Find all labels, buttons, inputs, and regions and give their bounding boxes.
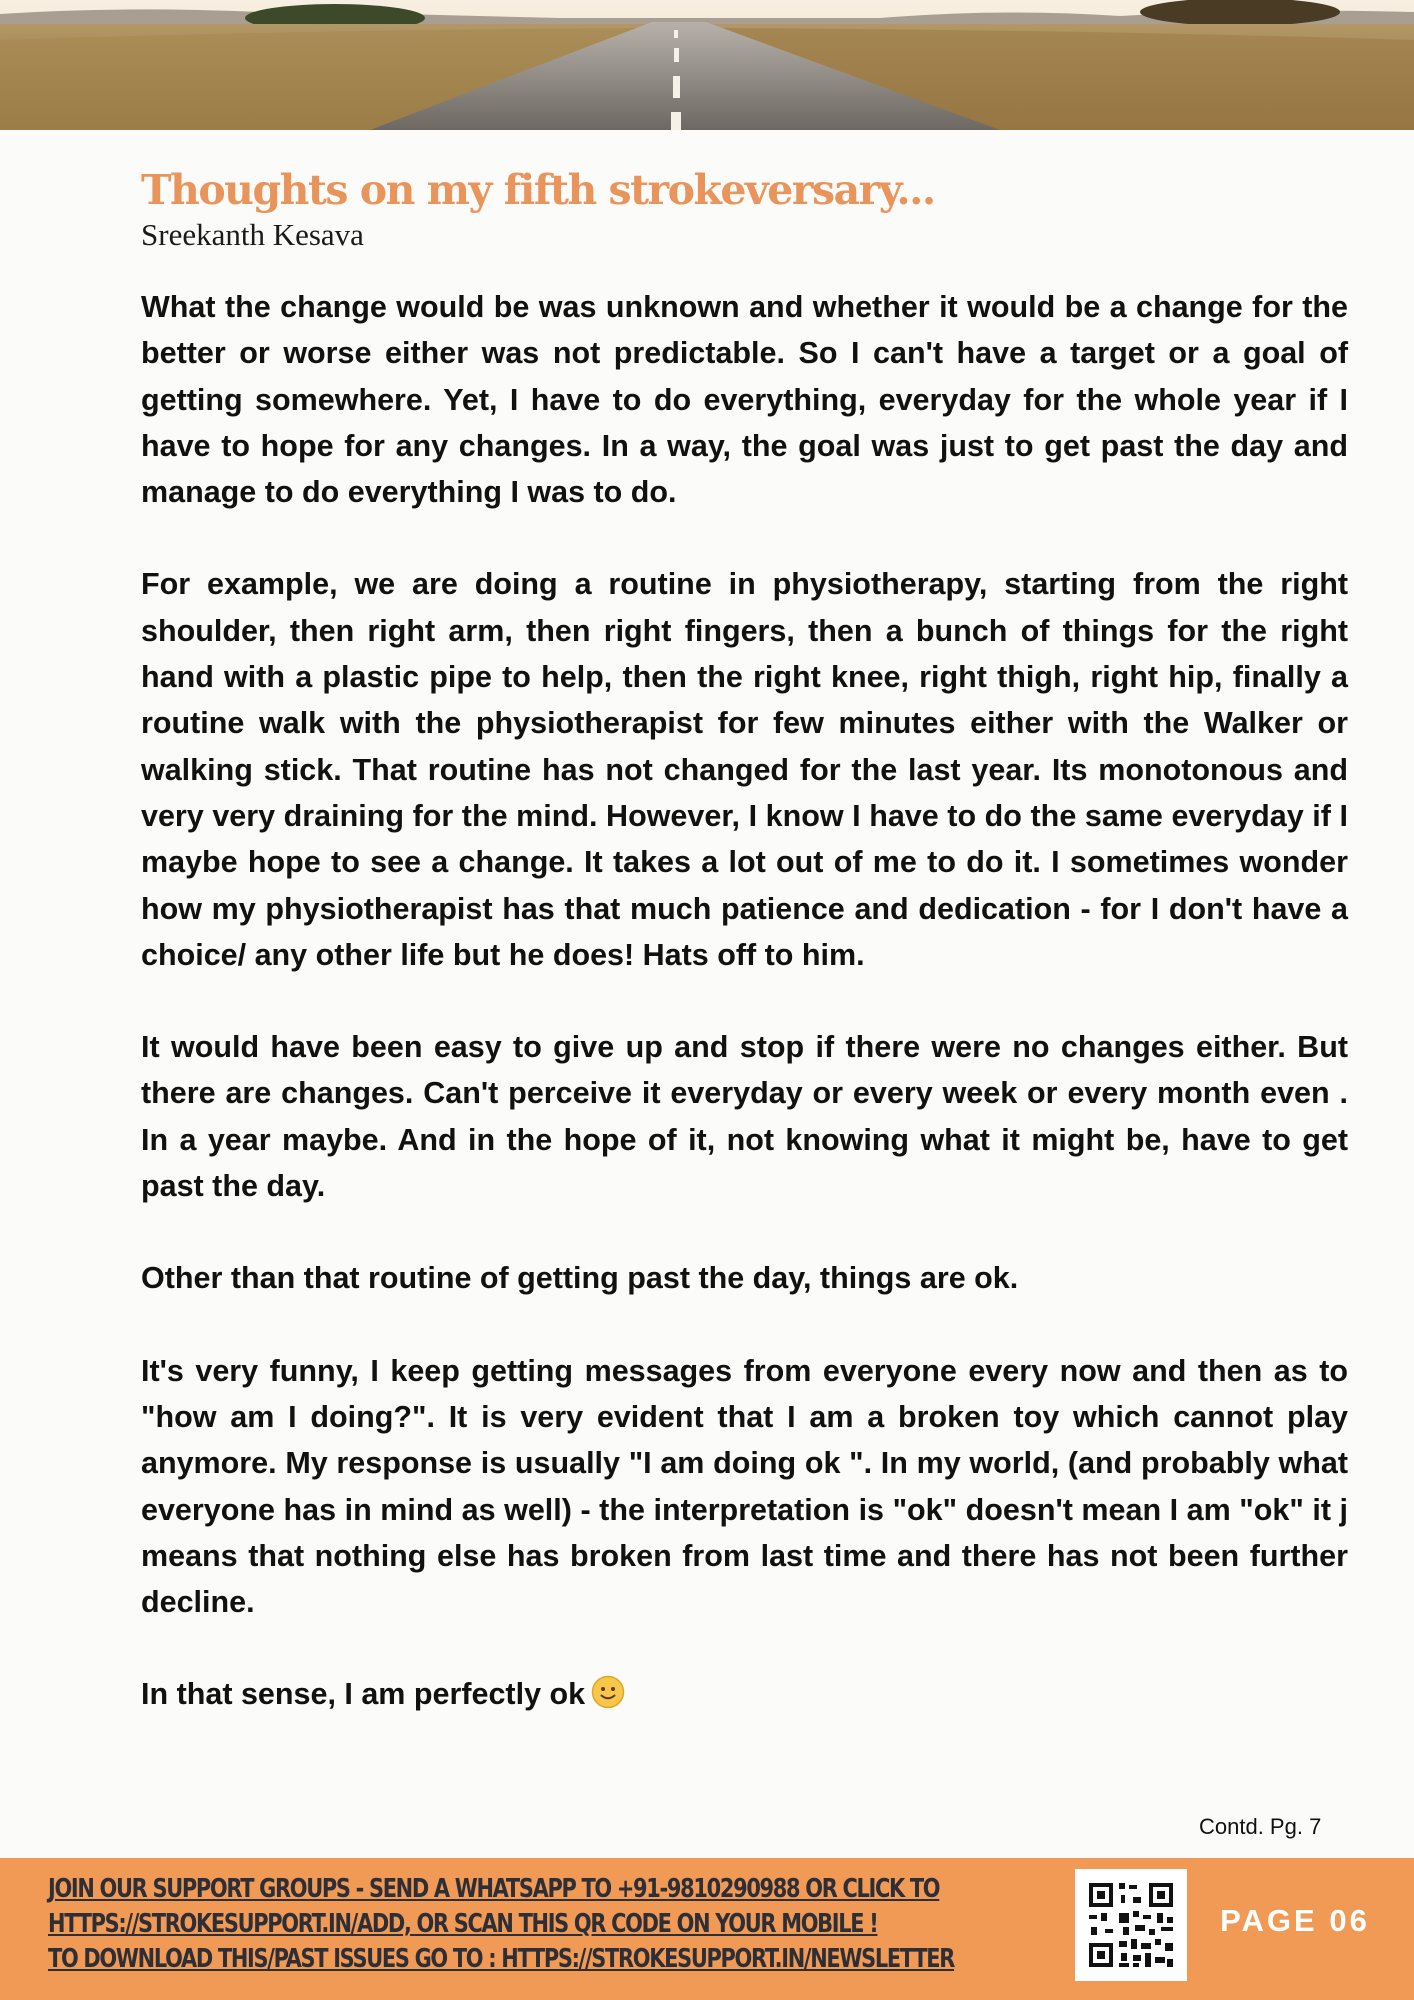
- article-title: Thoughts on my fifth strokeversary...: [141, 166, 935, 214]
- article-paragraph: What the change would be was unknown and whether it would be a change for the better or worse either was not predictable. So I can't have a target or a goal of getting somewhere. Yet, I have to do everything, everyday for the whole year if I have to hope for any changes. In a way, the goal was just to get past the day and manage to do everything I was to do.: [141, 290, 1348, 510]
- qr-code-icon[interactable]: [1075, 1869, 1187, 1981]
- article-author: Sreekanth Kesava: [141, 217, 364, 252]
- footer-line[interactable]: TO DOWNLOAD THIS/PAST ISSUES GO TO : HTTPS://STROKESUPPORT.IN/NEWSLETTER: [48, 1944, 955, 1974]
- article-paragraph: For example, we are doing a routine in physiotherapy, starting from the right shoulder, then right arm, then right fingers, then a bunch of things for the right hand with a plastic pipe to help, then the right knee, right thigh, right hip, finally a routine walk with the physiotherapist for few minutes either with the Walker or walking stick. That routine has not changed for the last year. Its monotonous and very very draining for the mind. However, I know I have to do the same everyday if I maybe hope to see a change. It takes a lot out of me to do it. I sometimes wonder how my physiotherapist has that much patience and dedication - for I don't have a choice/ any other life but he does! Hats off to him.: [141, 567, 1348, 972]
- page-number: PAGE 06: [1220, 1903, 1370, 1938]
- header-banner-road-photo: [0, 0, 1414, 130]
- article-paragraph: Other than that routine of getting past the day, things are ok.: [141, 1261, 1019, 1296]
- article-paragraph: It's very funny, I keep getting messages from everyone every now and then as to "how am I doing?". It is very evident that I am a broken toy which cannot play anymore. My response is usually "I am doing ok ". In my world, (and probably what everyone has in mind as well) - the interpretation is "ok" doesn't mean I am "ok" it j means that nothing else has broken from last time and there has not been further decline.: [141, 1353, 1348, 1620]
- closing-sentence: In that sense, I am perfectly ok: [141, 1677, 586, 1712]
- slightly-smiling-face-icon: [591, 1675, 625, 1722]
- article-body: [141, 284, 1348, 1769]
- footer-links[interactable]: [48, 1872, 1058, 1977]
- footer-line[interactable]: HTTPS://STROKESUPPORT.IN/ADD, OR SCAN THIS QR CODE ON YOUR MOBILE !: [48, 1909, 878, 1939]
- footer-bar: [0, 1858, 1414, 2000]
- footer-line[interactable]: JOIN OUR SUPPORT GROUPS - SEND A WHATSAPP TO +91-9810290988 OR CLICK TO: [48, 1874, 940, 1904]
- continued-note: Contd. Pg. 7: [1199, 1814, 1322, 1839]
- article-paragraph-last: [141, 1671, 1348, 1722]
- article-paragraph: It would have been easy to give up and stop if there were no changes either. But there are changes. Can't perceive it everyday or every week or every month even . In a year maybe. And in the hope of it, not knowing what it might be, have to get past the day.: [141, 1030, 1348, 1204]
